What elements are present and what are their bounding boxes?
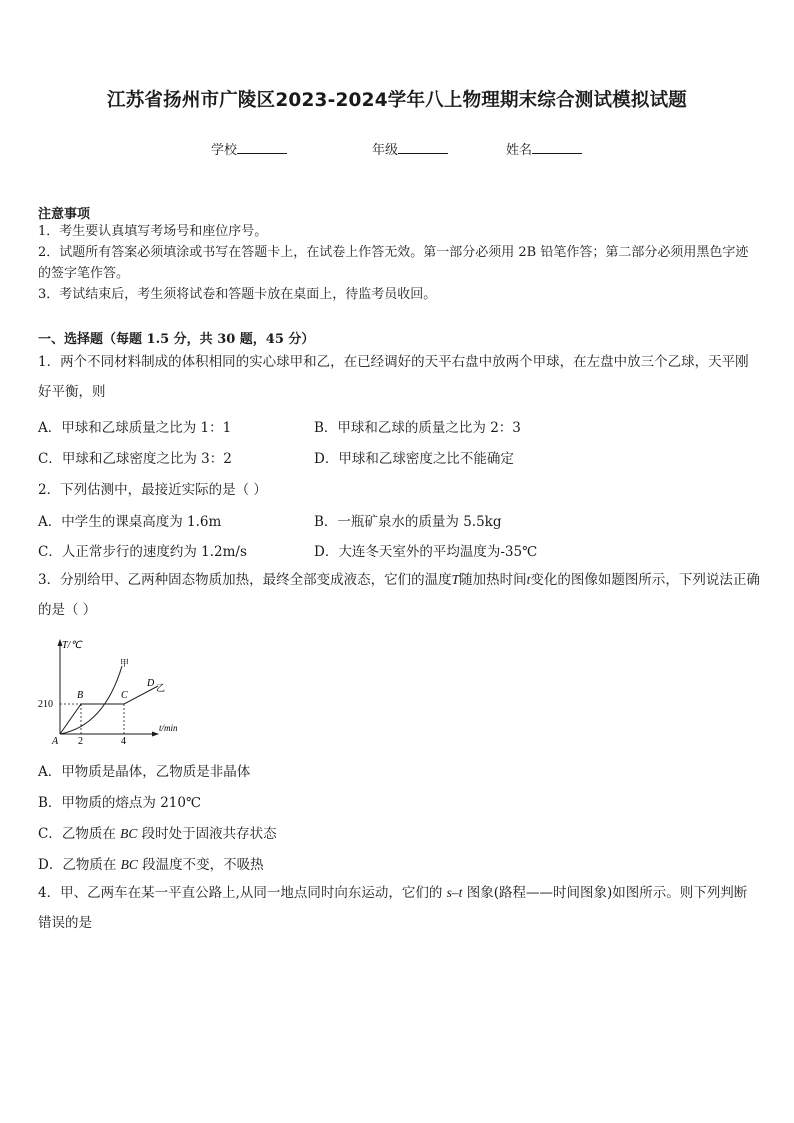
curve-label-jia: 甲	[120, 658, 130, 668]
y-tick-210: 210	[38, 699, 53, 710]
point-label-c: C	[121, 690, 128, 701]
question-4-stem-part1: 4．甲、乙两车在某一平直公路上,从同一地点同时向东运动，它们的	[38, 885, 447, 901]
question-3-stem-part1: 3．分别给甲、乙两种固态物质加热，最终全部变成液态，它们的温度	[38, 572, 452, 588]
point-label-d: D	[147, 678, 155, 689]
question-1-stem: 1．两个不同材料制成的体积相同的实心球甲和乙，在已经调好的天平右盘中放两个甲球，在左盘中放三个乙球，天平刚好平衡，则	[38, 354, 749, 400]
x-tick-4: 4	[121, 736, 126, 746]
school-field	[211, 139, 287, 158]
name-blank	[532, 141, 582, 154]
notice-item-1: 1．考生要认真填写考场号和座位序号。	[38, 224, 268, 239]
question-4-stem-part2: 图象(路程——时间图象)如图所示。则下列判断错误的是	[38, 885, 748, 931]
question-1-option-c: C．甲球和乙球密度之比为 3：2	[38, 451, 232, 467]
question-3-symbol-t: t	[526, 572, 531, 587]
school-label: 学校	[211, 143, 238, 158]
question-3-option-d-part2: 段温度不变，不吸热	[137, 857, 264, 873]
question-3-option-c	[38, 822, 277, 842]
question-3-option-b: B．甲物质的熔点为 210℃	[38, 795, 202, 811]
question-2-option-b: B．一瓶矿泉水的质量为 5.5kg	[314, 514, 502, 530]
question-3-option-a: A．甲物质是晶体，乙物质是非晶体	[38, 764, 251, 780]
y-axis-label: T/℃	[62, 640, 82, 651]
grade-blank	[398, 141, 448, 154]
question-3-stem	[38, 565, 760, 625]
question-3-option-d-symbol: BC	[120, 857, 138, 872]
question-1-option-b: B．甲球和乙球的质量之比为 2：3	[314, 420, 521, 436]
question-2-option-a: A．中学生的课桌高度为 1.6m	[38, 514, 222, 530]
grade-field	[372, 139, 448, 158]
curve-label-yi: 乙	[156, 683, 166, 693]
curve-jia	[60, 666, 122, 734]
point-label-a: A	[52, 736, 59, 746]
question-3-option-d-part1: D．乙物质在	[38, 857, 121, 873]
x-axis-label: t/min	[159, 723, 178, 733]
page-title: 江苏省扬州市广陵区2023-2024学年八上物理期末综合测试模拟试题	[107, 90, 687, 111]
notice-item-2: 2．试题所有答案必须填涂或书写在答题卡上，在试卷上作答无效。第一部分必须用 2B 铅笔作答；第二部分必须用黑色字迹的签字笔作答。	[38, 245, 749, 281]
x-tick-2: 2	[78, 736, 83, 746]
question-2-option-d: D．大连冬天室外的平均温度为-35℃	[314, 544, 538, 560]
question-3-option-c-symbol: BC	[120, 826, 138, 841]
question-4-symbol-st: s–t	[446, 885, 463, 900]
temperature-time-graph	[34, 634, 194, 746]
question-3-option-c-part2: 段时处于固液共存状态	[137, 826, 277, 842]
question-4-stem	[38, 878, 760, 938]
x-axis-arrow	[152, 732, 159, 737]
name-field	[506, 139, 582, 158]
question-1-option-d: D．甲球和乙球密度之比不能确定	[314, 451, 514, 467]
grade-label: 年级	[372, 143, 399, 158]
point-label-b: B	[77, 690, 84, 701]
question-3-option-d	[38, 853, 264, 873]
notice-heading: 注意事项	[38, 207, 91, 222]
notice-item-3: 3．考试结束后，考生须将试卷和答题卡放在桌面上，待监考员收回。	[38, 287, 437, 302]
question-3-option-c-part1: C．乙物质在	[38, 826, 121, 842]
question-3-stem-part2: 随加热时间	[459, 572, 527, 588]
school-blank	[237, 141, 287, 154]
curve-yi	[60, 686, 158, 734]
name-label: 姓名	[506, 143, 533, 158]
question-2-stem: 2．下列估测中，最接近实际的是（ ）	[38, 482, 267, 498]
section-heading: 一、选择题（每题 1.5 分，共 30 题，45 分）	[38, 332, 315, 347]
question-1-option-a: A．甲球和乙球质量之比为 1：1	[38, 420, 232, 436]
question-2-option-c: C．人正常步行的速度约为 1.2m/s	[38, 544, 247, 560]
question-3-stem-part3: 变化的图像如题图所示，下列说法正确的是（ ）	[38, 572, 760, 618]
question-3-symbol-T: T	[451, 572, 460, 587]
